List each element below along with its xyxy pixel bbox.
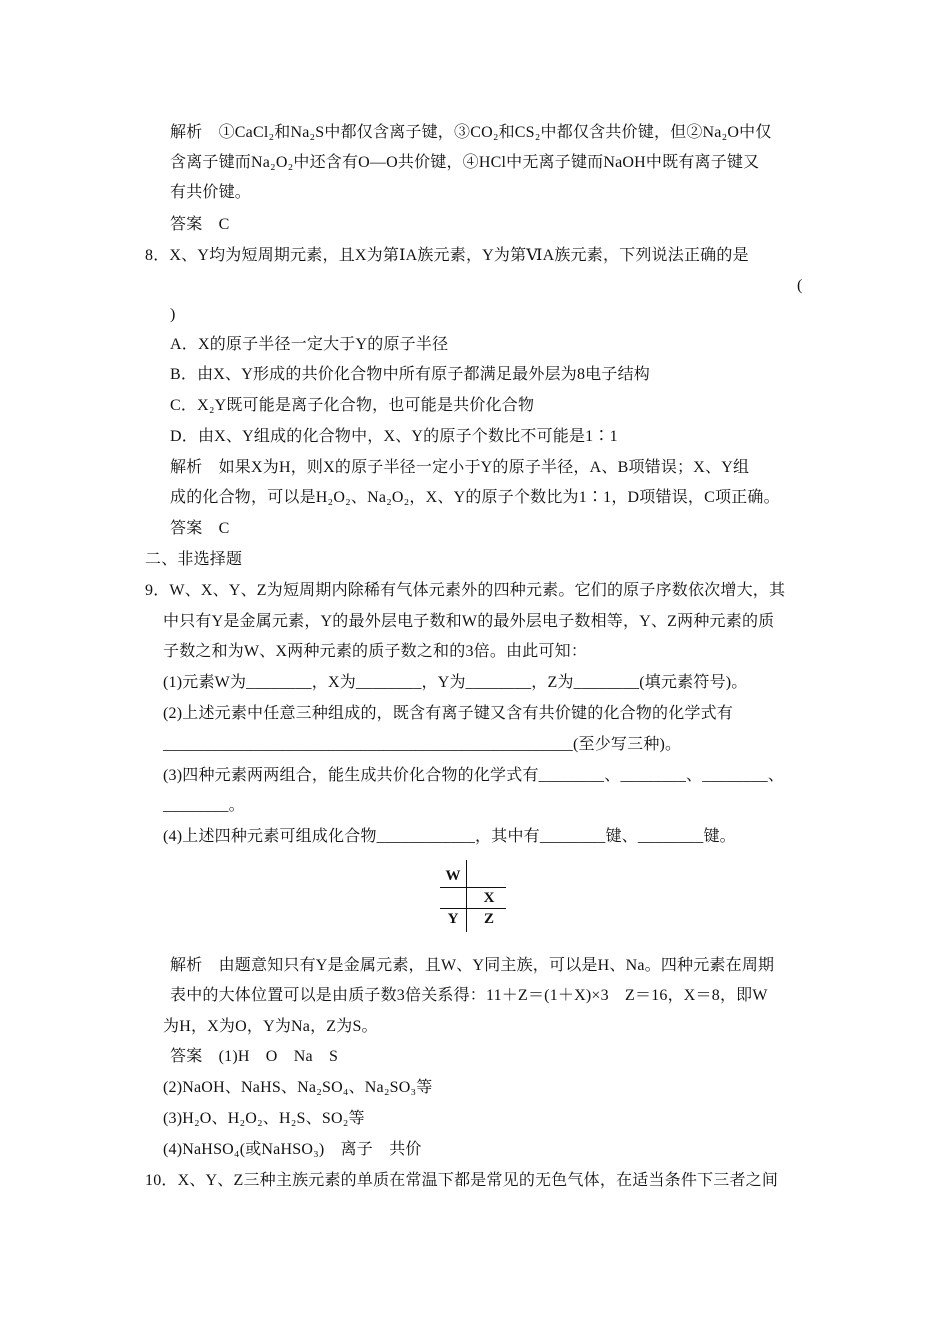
q8-paren-close: ) [170, 306, 176, 323]
q9-answer-line-2: (2)NaOH、NaHS、Na₂SO₄、Na₂SO₃等 [163, 1079, 433, 1096]
q7-answer: 答案 C [170, 216, 230, 233]
q9-stem-line-1: 9．W、X、Y、Z为短周期内除稀有气体元素外的四种元素。它们的原子序数依次增大，其 [145, 582, 786, 599]
table-cell-x: X [483, 890, 495, 906]
q9-analysis-line-2: 表中的大体位置可以是由质子数3倍关系得：11＋Z＝(1＋X)×3 Z＝16，X＝8，即W [170, 987, 768, 1004]
q9-answer-line-3: (3)H₂O、H₂O₂、H₂S、SO₂等 [163, 1110, 365, 1127]
q8-option-a: A．X的原子半径一定大于Y的原子半径 [170, 336, 449, 353]
table-cell-w: W [445, 868, 461, 884]
table-cell-y: Y [447, 911, 459, 927]
q10-stem: 10．X、Y、Z三种主族元素的单质在常温下都是常见的无色气体，在适当条件下三者之间 [145, 1172, 779, 1189]
section-title: 二、非选择题 [145, 551, 243, 568]
q8-stem: 8．X、Y均为短周期元素，且X为第ⅠA族元素，Y为第ⅥA族元素，下列说法正确的是 [145, 247, 749, 264]
q9-sub3-line-1: (3)四种元素两两组合，能生成共价化合物的化学式有________、________、________、 [163, 767, 785, 784]
q8-option-c: C．X₂Y既可能是离子化合物，也可能是共价化合物 [170, 397, 535, 414]
q9-sub4: (4)上述四种元素可组成化合物____________，其中有________键、________键。 [163, 828, 736, 845]
q7-analysis-line-3: 有共价键。 [170, 184, 252, 201]
q8-analysis-line-1: 解析 如果X为H，则X的原子半径一定小于Y的原子半径，A、B项错误；X、Y组 [170, 459, 750, 476]
q9-sub3-line-2: ________。 [163, 797, 245, 814]
q8-paren-open: ( [797, 277, 803, 294]
q9-analysis-line-1: 解析 由题意知只有Y是金属元素，且W、Y同主族，可以是H、Na。四种元素在周期 [170, 957, 775, 974]
q8-analysis-line-2: 成的化合物，可以是H₂O₂、Na₂O₂，X、Y的原子个数比为1∶1，D项错误，C项正确。 [170, 489, 780, 506]
table-vertical-line [466, 860, 467, 932]
q9-analysis-line-3: 为H，X为O，Y为Na，Z为S。 [163, 1018, 378, 1035]
q9-answer-line-4: (4)NaHSO₄(或NaHSO₃) 离子 共价 [163, 1141, 422, 1158]
q9-stem-line-3: 子数之和为W、X两种元素的质子数之和的3倍。由此可知： [163, 643, 588, 660]
q9-sub2-line-1: (2)上述元素中任意三种组成的，既含有离子键又含有共价键的化合物的化学式有 [163, 705, 734, 722]
q9-answer-line-1: 答案 (1)H O Na S [170, 1048, 339, 1065]
table-horizontal-line-2 [440, 908, 506, 909]
table-horizontal-line-1 [440, 887, 506, 888]
q9-sub1: (1)元素W为________，X为________，Y为________，Z为________(填元素符号)。 [163, 674, 748, 691]
table-cell-z: Z [483, 911, 494, 927]
q8-answer: 答案 C [170, 520, 230, 537]
q7-analysis-line-2: 含离子键而Na₂O₂中还含有O—O共价键，④HCl中无离子键而NaOH中既有离子键又 [170, 154, 760, 171]
q9-sub2-line-2: __________________________________________________(至少写三种)。 [163, 736, 682, 753]
q8-option-b: B．由X、Y形成的共价化合物中所有原子都满足最外层为8电子结构 [170, 366, 650, 383]
element-position-table [440, 860, 506, 932]
q8-option-d: D．由X、Y组成的化合物中，X、Y的原子个数比不可能是1∶1 [170, 428, 618, 445]
q9-stem-line-2: 中只有Y是金属元素，Y的最外层电子数和W的最外层电子数相等，Y、Z两种元素的质 [163, 613, 775, 630]
q7-analysis-line-1: 解析 ①CaCl₂和Na₂S中都仅含离子键，③CO₂和CS₂中都仅含共价键，但②Na₂O中仅 [170, 124, 772, 141]
